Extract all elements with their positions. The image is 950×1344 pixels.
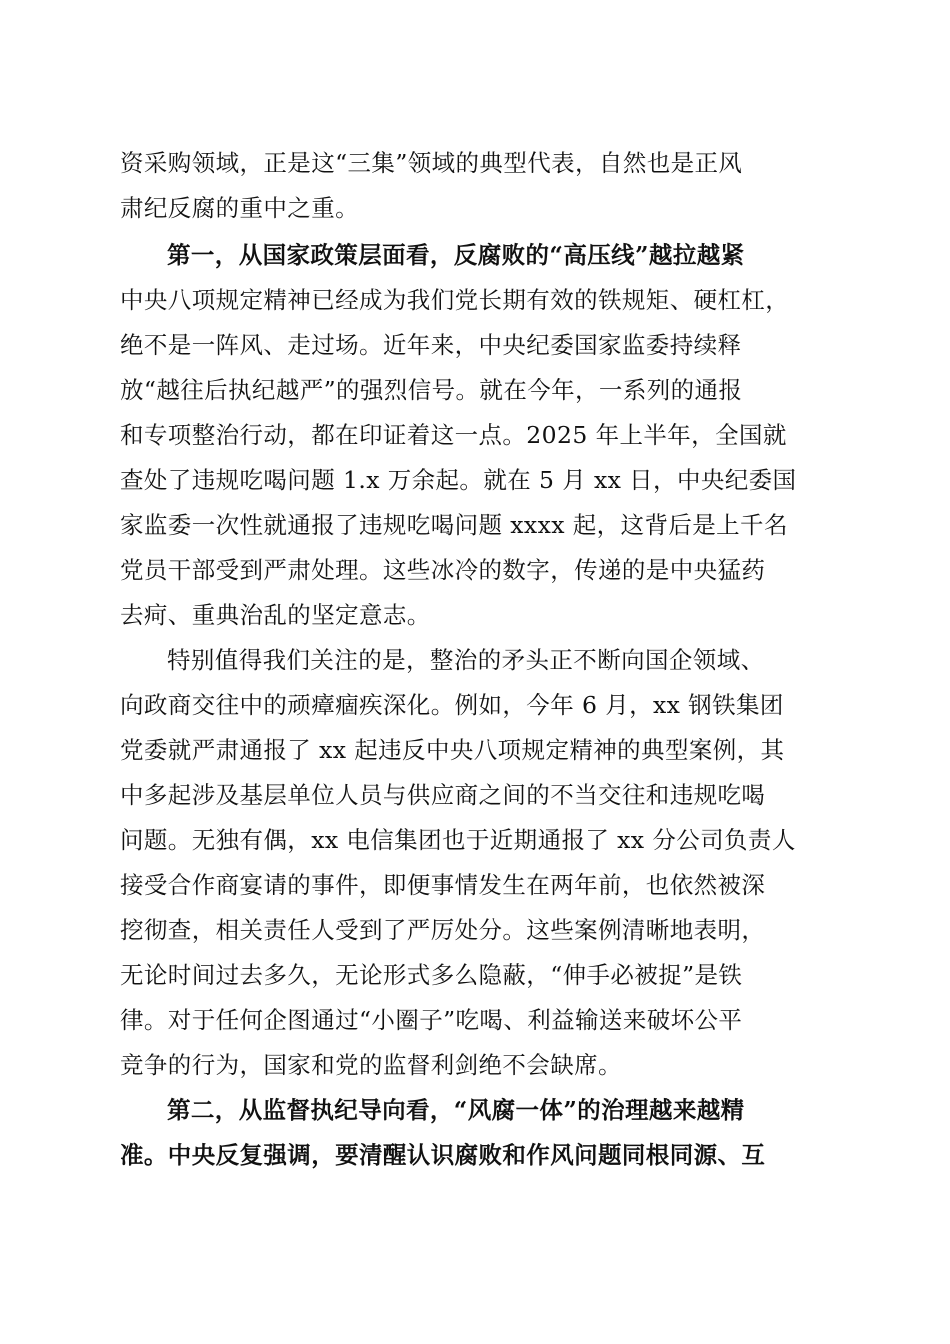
text-line: 接受合作商宴请的事件，即便事情发生在两年前，也依然被深 bbox=[120, 871, 766, 899]
text-line: 向政商交往中的顽瘴痼疾深化。例如，今年 6 月，xx 钢铁集团 bbox=[120, 691, 784, 719]
text-line: 无论时间过去多久，无论形式多么隐蔽，“伸手必被捉”是铁 bbox=[120, 961, 743, 989]
text-line: 问题。无独有偶，xx 电信集团也于近期通报了 xx 分公司负责人 bbox=[120, 826, 796, 854]
text-line: 党委就严肃通报了 xx 起违反中央八项规定精神的典型案例，其 bbox=[120, 736, 785, 764]
text-line: 去疴、重典治乱的坚定意志。 bbox=[120, 601, 431, 629]
text-line: 家监委一次性就通报了违规吃喝问题 xxxx 起，这背后是上千名 bbox=[120, 511, 788, 539]
text-line: 绝不是一阵风、走过场。近年来，中央纪委国家监委持续释 bbox=[120, 331, 742, 359]
text-line: 资采购领域，正是这“三集”领域的典型代表，自然也是正风 bbox=[120, 149, 743, 177]
section-heading-first: 第一，从国家政策层面看，反腐败的“高压线”越拉越紧 bbox=[167, 241, 745, 269]
text-line: 准。中央反复强调，要清醒认识腐败和作风问题同根同源、互 bbox=[120, 1141, 766, 1169]
text-line: 律。对于任何企图通过“小圈子”吃喝、利益输送来破坏公平 bbox=[120, 1006, 743, 1034]
text-line: 中央八项规定精神已经成为我们党长期有效的铁规矩、硬杠杠， bbox=[120, 286, 790, 314]
section-heading-second: 第二，从监督执纪导向看，“风腐一体”的治理越来越精 bbox=[167, 1096, 745, 1124]
text-line: 挖彻查，相关责任人受到了严厉处分。这些案例清晰地表明， bbox=[120, 916, 766, 944]
text-line: 放“越往后执纪越严”的强烈信号。就在今年，一系列的通报 bbox=[120, 376, 743, 404]
text-line: 竞争的行为，国家和党的监督利剑绝不会缺席。 bbox=[120, 1051, 622, 1079]
text-line: 党员干部受到严肃处理。这些冰冷的数字，传递的是中央猛药 bbox=[120, 556, 766, 584]
text-line: 查处了违规吃喝问题 1.x 万余起。就在 5 月 xx 日，中央纪委国 bbox=[120, 466, 797, 494]
text-line: 肃纪反腐的重中之重。 bbox=[120, 194, 359, 222]
paragraph-start: 特别值得我们关注的是，整治的矛头正不断向国企领域、 bbox=[167, 646, 765, 674]
text-line: 和专项整治行动，都在印证着这一点。2025 年上半年，全国就 bbox=[120, 421, 787, 449]
text-line: 中多起涉及基层单位人员与供应商之间的不当交往和违规吃喝 bbox=[120, 781, 766, 809]
